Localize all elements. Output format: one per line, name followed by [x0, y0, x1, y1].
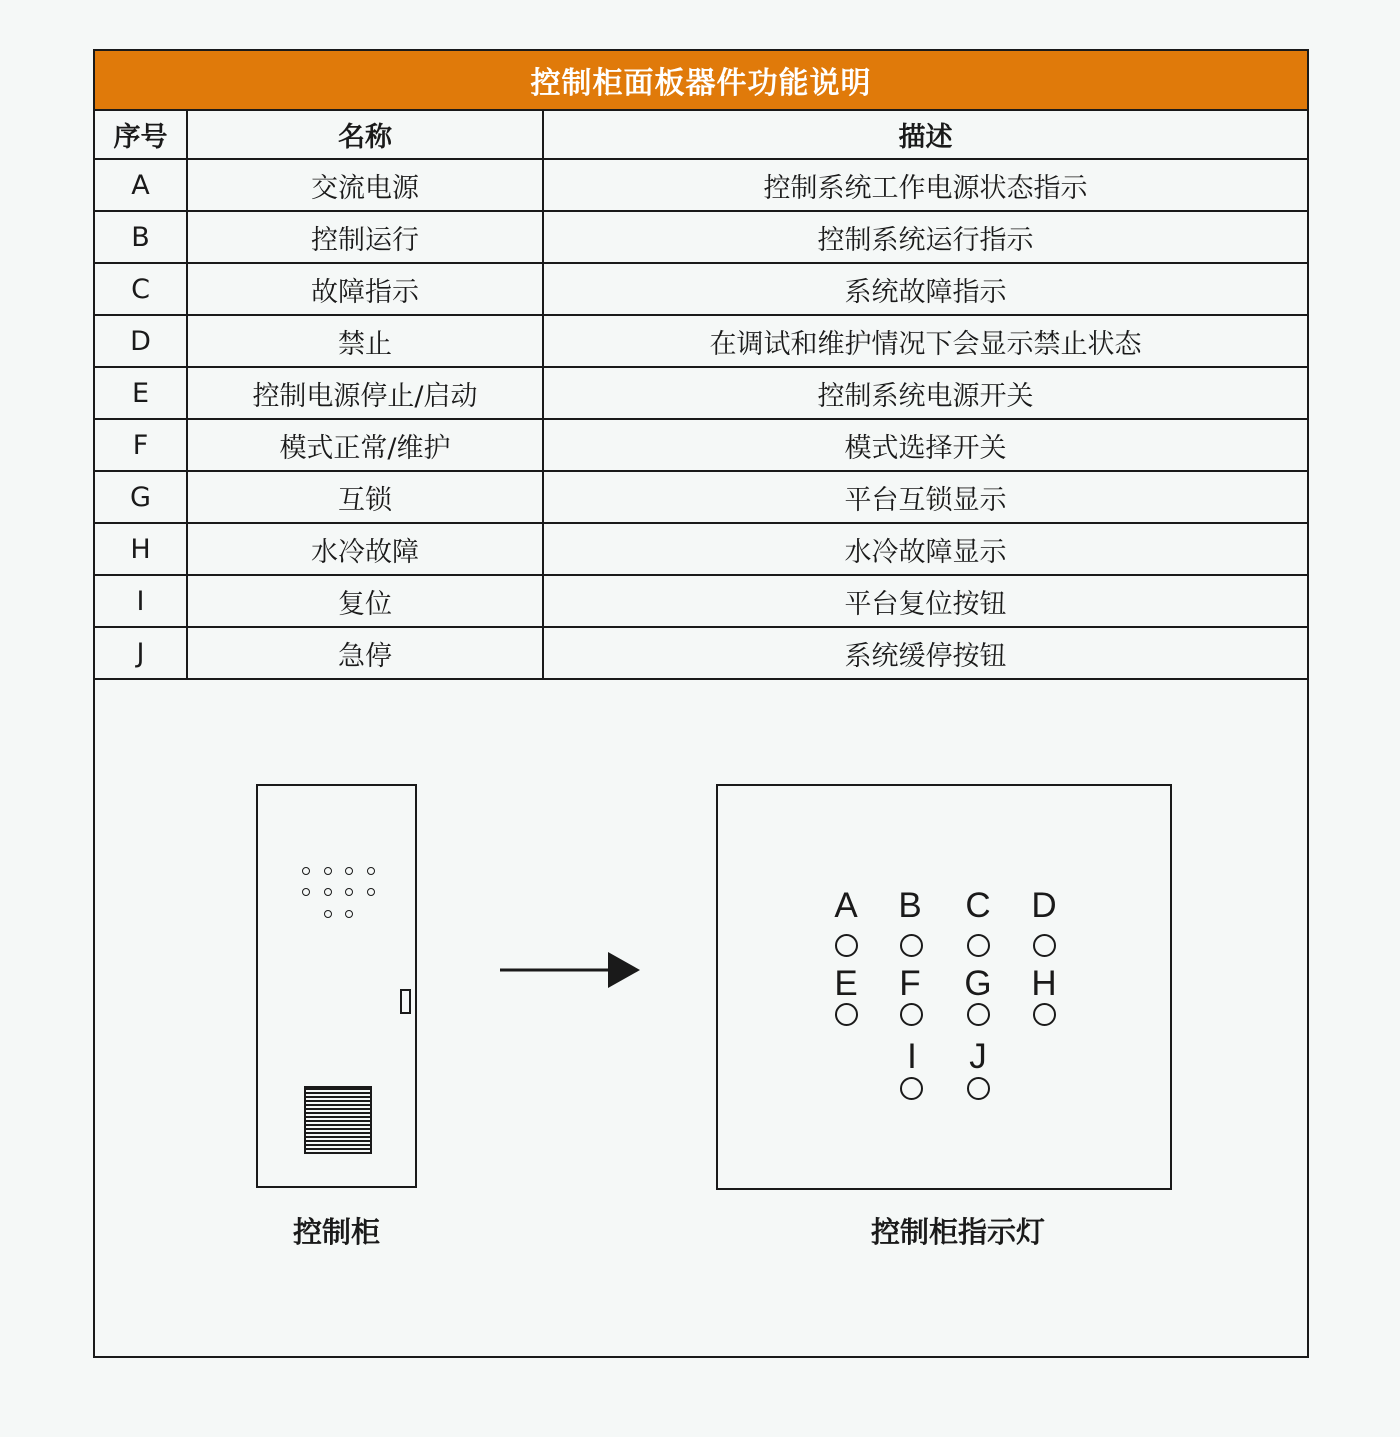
- lamp-d: [1033, 934, 1056, 957]
- lamp-label-c: C: [965, 886, 991, 925]
- lamp-label-d: D: [1031, 886, 1057, 925]
- lamp-label-h: H: [1031, 964, 1057, 1003]
- row-name: 交流电源: [187, 159, 543, 211]
- vent-grille: [304, 1086, 372, 1154]
- lamp-label-a: A: [834, 886, 858, 925]
- row-desc: 系统缓停按钮: [543, 627, 1307, 679]
- lamp-label-i: I: [907, 1037, 917, 1076]
- vent-hole: [324, 888, 332, 896]
- vent-hole: [302, 888, 310, 896]
- row-desc: 控制系统工作电源状态指示: [543, 159, 1307, 211]
- vent-hole: [345, 910, 353, 918]
- row-index: F: [95, 419, 187, 471]
- table-header-row: [95, 111, 1307, 159]
- lamp-f: [900, 1003, 923, 1026]
- row-name: 急停: [187, 627, 543, 679]
- table-row: [95, 471, 1307, 523]
- lamp-label-g: G: [964, 964, 992, 1003]
- cabinet-caption: 控制柜: [292, 1215, 380, 1249]
- table-title: 控制柜面板器件功能说明: [95, 51, 1307, 111]
- vent-hole: [324, 910, 332, 918]
- table-row: [95, 575, 1307, 627]
- row-desc: 平台互锁显示: [543, 471, 1307, 523]
- table-row: [95, 263, 1307, 315]
- row-name: 控制电源停止/启动: [187, 367, 543, 419]
- row-desc: 平台复位按钮: [543, 575, 1307, 627]
- lamp-j: [967, 1077, 990, 1100]
- row-name: 控制运行: [187, 211, 543, 263]
- lamp-c: [967, 934, 990, 957]
- indicator-panel: [716, 784, 1172, 1190]
- table-row: [95, 367, 1307, 419]
- table-row: [95, 523, 1307, 575]
- header-index: 序号: [95, 111, 187, 159]
- vent-hole: [324, 867, 332, 875]
- arrow-right-icon: [500, 940, 640, 1000]
- vent-hole: [367, 867, 375, 875]
- row-desc: 模式选择开关: [543, 419, 1307, 471]
- table-row: [95, 419, 1307, 471]
- row-desc: 系统故障指示: [543, 263, 1307, 315]
- row-index: A: [95, 159, 187, 211]
- lamp-label-f: F: [899, 964, 921, 1003]
- row-desc: 水冷故障显示: [543, 523, 1307, 575]
- row-name: 故障指示: [187, 263, 543, 315]
- row-index: I: [95, 575, 187, 627]
- row-name: 模式正常/维护: [187, 419, 543, 471]
- row-index: J: [95, 627, 187, 679]
- spec-frame: [93, 49, 1309, 1358]
- control-cabinet: [256, 784, 417, 1188]
- row-name: 互锁: [187, 471, 543, 523]
- function-table: [95, 111, 1307, 680]
- table-row: [95, 211, 1307, 263]
- lamp-label-b: B: [898, 886, 922, 925]
- row-index: B: [95, 211, 187, 263]
- table-row: [95, 315, 1307, 367]
- lamp-label-e: E: [834, 964, 858, 1003]
- row-index: G: [95, 471, 187, 523]
- vent-hole: [345, 888, 353, 896]
- row-name: 禁止: [187, 315, 543, 367]
- lamp-g: [967, 1003, 990, 1026]
- table-row: [95, 159, 1307, 211]
- row-desc: 在调试和维护情况下会显示禁止状态: [543, 315, 1307, 367]
- row-index: C: [95, 263, 187, 315]
- lamp-a: [835, 934, 858, 957]
- panel-caption: 控制柜指示灯: [870, 1215, 1045, 1249]
- row-index: E: [95, 367, 187, 419]
- row-desc: 控制系统电源开关: [543, 367, 1307, 419]
- door-handle: [400, 989, 411, 1014]
- diagram-area: [95, 680, 1307, 1356]
- vent-hole: [302, 867, 310, 875]
- header-name: 名称: [187, 111, 543, 159]
- row-name: 水冷故障: [187, 523, 543, 575]
- lamp-label-j: J: [969, 1037, 987, 1076]
- header-desc: 描述: [543, 111, 1307, 159]
- lamp-h: [1033, 1003, 1056, 1026]
- row-desc: 控制系统运行指示: [543, 211, 1307, 263]
- vent-hole: [367, 888, 375, 896]
- table-row: [95, 627, 1307, 679]
- row-index: H: [95, 523, 187, 575]
- row-index: D: [95, 315, 187, 367]
- row-name: 复位: [187, 575, 543, 627]
- lamp-e: [835, 1003, 858, 1026]
- lamp-b: [900, 934, 923, 957]
- lamp-i: [900, 1077, 923, 1100]
- vent-hole: [345, 867, 353, 875]
